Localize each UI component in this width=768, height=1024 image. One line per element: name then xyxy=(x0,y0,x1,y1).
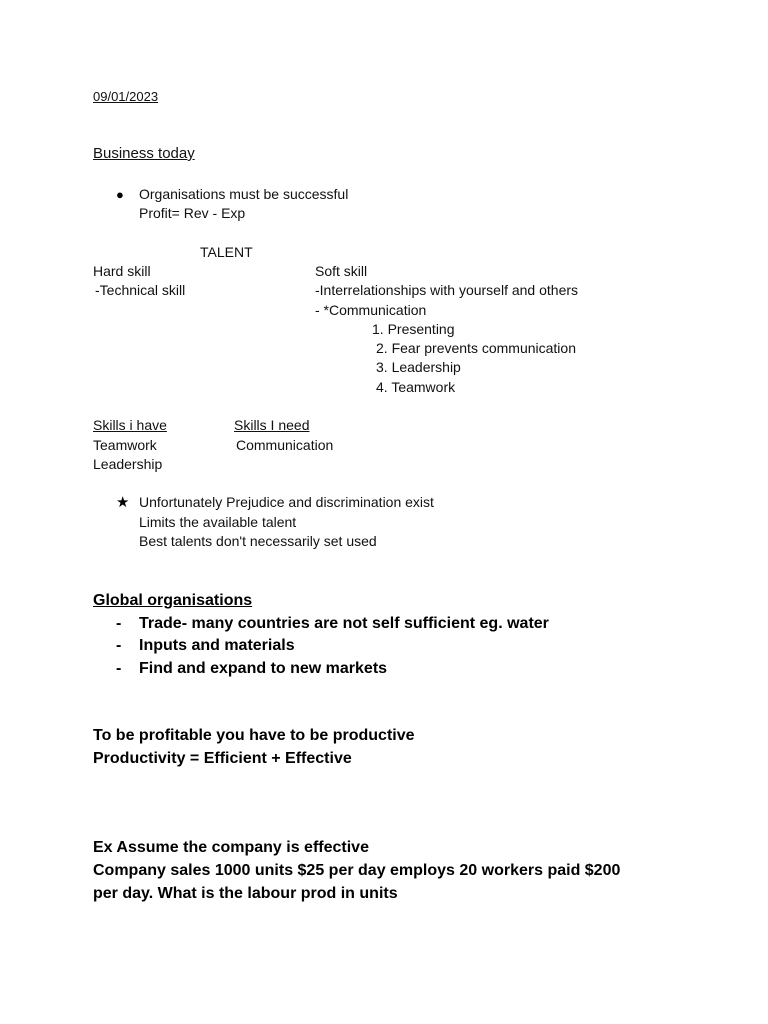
list-item: 2. Fear prevents communication xyxy=(376,340,576,356)
soft-skill-label: Soft skill xyxy=(315,263,368,279)
list-item: 3. Leadership xyxy=(376,359,461,375)
skills-need-header: Skills I need xyxy=(234,417,310,433)
global-organisations-heading: Global organisations xyxy=(93,592,253,609)
date: 09/01/2023 xyxy=(93,89,159,104)
list-item: 4. Teamwork xyxy=(376,379,456,395)
dash-bullet: - xyxy=(116,615,122,632)
dash-bullet: - xyxy=(116,637,122,654)
star-icon: ★ xyxy=(116,494,130,511)
bullet-line: Profit= Rev - Exp xyxy=(139,205,246,221)
skill-have-item: Leadership xyxy=(93,456,163,472)
global-item: Trade- many countries are not self sufficient eg. water xyxy=(139,615,549,632)
hard-skill-label: Hard skill xyxy=(93,263,151,279)
example-line: per day. What is the labour prod in units xyxy=(93,885,398,902)
note-line: Limits the available talent xyxy=(139,514,297,530)
dash-bullet: - xyxy=(116,660,122,677)
skill-need-item: Communication xyxy=(236,437,334,453)
productivity-line: Productivity = Efficient + Effective xyxy=(93,750,352,767)
talent-title: TALENT xyxy=(200,244,253,260)
communication-text: - *Communication xyxy=(315,302,427,318)
note-line: Unfortunately Prejudice and discrimination exist xyxy=(139,494,434,510)
bullet-dot-icon: ● xyxy=(116,187,124,202)
skills-have-header: Skills i have xyxy=(93,417,167,433)
note-line: Best talents don't necessarily set used xyxy=(139,533,377,549)
bullet-line: Organisations must be successful xyxy=(139,186,349,202)
productivity-line: To be profitable you have to be productive xyxy=(93,727,415,744)
example-line: Ex Assume the company is effective xyxy=(93,839,369,856)
business-today-heading: Business today xyxy=(93,145,195,162)
global-item: Find and expand to new markets xyxy=(139,660,388,677)
interrelationships-text: -Interrelationships with yourself and others xyxy=(315,282,579,298)
example-line: Company sales 1000 units $25 per day employs 20 workers paid $200 xyxy=(93,862,621,879)
global-item: Inputs and materials xyxy=(139,637,295,654)
skill-have-item: Teamwork xyxy=(93,437,157,453)
technical-skill-text: -Technical skill xyxy=(95,282,186,298)
list-item: 1. Presenting xyxy=(372,321,455,337)
